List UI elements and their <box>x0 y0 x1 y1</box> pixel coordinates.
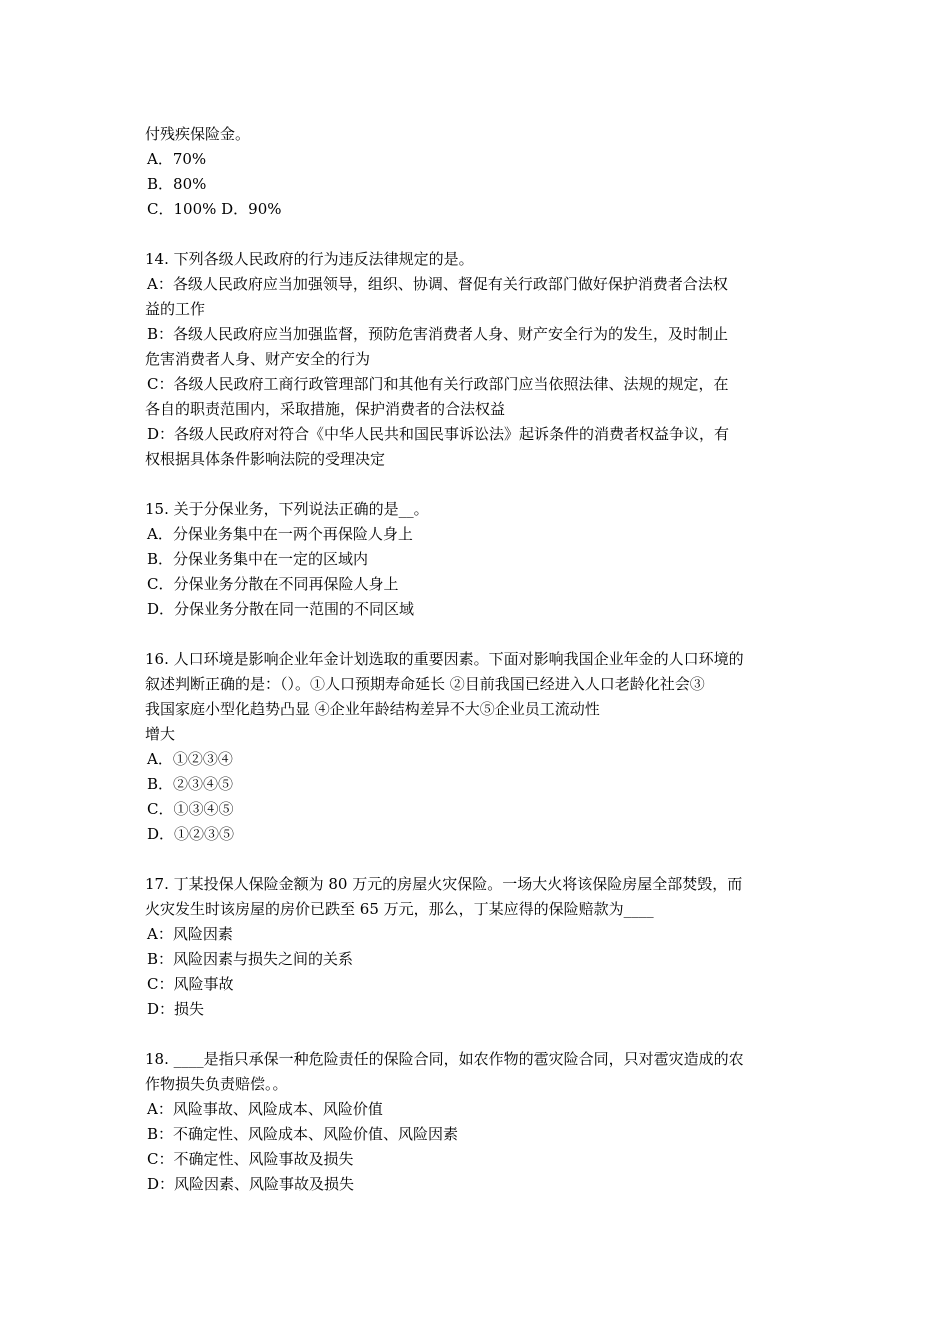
question-stem: 14. 下列各级人民政府的行为违反法律规定的是。 <box>145 250 474 268</box>
question-16 <box>145 647 810 847</box>
question-17 <box>145 872 810 1022</box>
question-stem-cont: 叙述判断正确的是：（）。①人口预期寿命延长 ②目前我国已经进入人口老龄化社会③ <box>145 675 705 693</box>
document-page <box>145 122 810 1197</box>
question-stem: 15. 关于分保业务，下列说法正确的是__。 <box>145 500 429 518</box>
answer-option-d: D．分保业务分散在同一范围的不同区域 <box>147 600 415 618</box>
answer-option-b: B．分保业务集中在一定的区域内 <box>147 550 369 568</box>
answer-option-b: B：各级人民政府应当加强监督，预防危害消费者人身、财产安全行为的发生，及时制止 <box>147 325 729 343</box>
answer-option-d: D：各级人民政府对符合《中华人民共和国民事诉讼法》起诉条件的消费者权益争议，有 <box>147 425 730 443</box>
answer-option-a-cont: 益的工作 <box>145 300 206 318</box>
answer-option-d: D：风险因素、风险事故及损失 <box>147 1175 355 1193</box>
answer-option-a: A：各级人民政府应当加强领导，组织、协调、督促有关行政部门做好保护消费者合法权 <box>147 275 728 293</box>
answer-option-b: B：风险因素与损失之间的关系 <box>147 950 354 968</box>
answer-option-b: B．②③④⑤ <box>147 775 234 793</box>
question-stem: 17. 丁某投保人保险金额为 80 万元的房屋火灾保险。一场大火将该保险房屋全部焚毁，而 <box>145 875 743 893</box>
question-18 <box>145 1047 810 1197</box>
answer-option-c: C：不确定性、风险事故及损失 <box>147 1150 354 1168</box>
question-stem: 付残疾保险金。 <box>145 125 251 143</box>
question-stem-cont: 火灾发生时该房屋的房价已跌至 65 万元，那么，丁某应得的保险赔款为____ <box>145 900 654 918</box>
question-13-tail <box>145 122 810 222</box>
answer-option-a: A．①②③④ <box>147 750 233 768</box>
answer-option-a: A．70% <box>147 150 207 168</box>
question-stem-cont: 作物损失负责赔偿。。 <box>145 1075 288 1093</box>
answer-option-b-cont: 危害消费者人身、财产安全的行为 <box>145 350 371 368</box>
answer-option-c: C．①③④⑤ <box>147 800 234 818</box>
answer-option-c: C：各级人民政府工商行政管理部门和其他有关行政部门应当依照法律、法规的规定，在 <box>147 375 729 393</box>
question-stem: 18. ____是指只承保一种危险责任的保险合同，如农作物的雹灾险合同，只对雹灾造成的农 <box>145 1050 744 1068</box>
answer-option-b: B．80% <box>147 175 207 193</box>
answer-option-a: A．分保业务集中在一两个再保险人身上 <box>147 525 413 543</box>
answer-option-d: D．①②③⑤ <box>147 825 235 843</box>
question-15 <box>145 497 810 622</box>
answer-option-c-cont: 各自的职责范围内，采取措施，保护消费者的合法权益 <box>145 400 506 418</box>
question-stem: 16. 人口环境是影响企业年金计划选取的重要因素。下面对影响我国企业年金的人口环境的 <box>145 650 744 668</box>
answer-option-d: D：损失 <box>147 1000 205 1018</box>
answer-option-a: A：风险因素 <box>147 925 233 943</box>
answer-option-c: C．分保业务分散在不同再保险人身上 <box>147 575 399 593</box>
answer-option-d-cont: 权根据具体条件影响法院的受理决定 <box>145 450 386 468</box>
answer-option-b: B：不确定性、风险成本、风险价值、风险因素 <box>147 1125 459 1143</box>
answer-option-c-d: C．100% D．90% <box>147 200 282 218</box>
answer-option-a: A：风险事故、风险成本、风险价值 <box>147 1100 383 1118</box>
question-stem-cont: 增大 <box>145 725 176 743</box>
question-stem-cont: 我国家庭小型化趋势凸显 ④企业年龄结构差异不大⑤企业员工流动性 <box>145 700 600 718</box>
answer-option-c: C：风险事故 <box>147 975 234 993</box>
question-14 <box>145 247 810 472</box>
